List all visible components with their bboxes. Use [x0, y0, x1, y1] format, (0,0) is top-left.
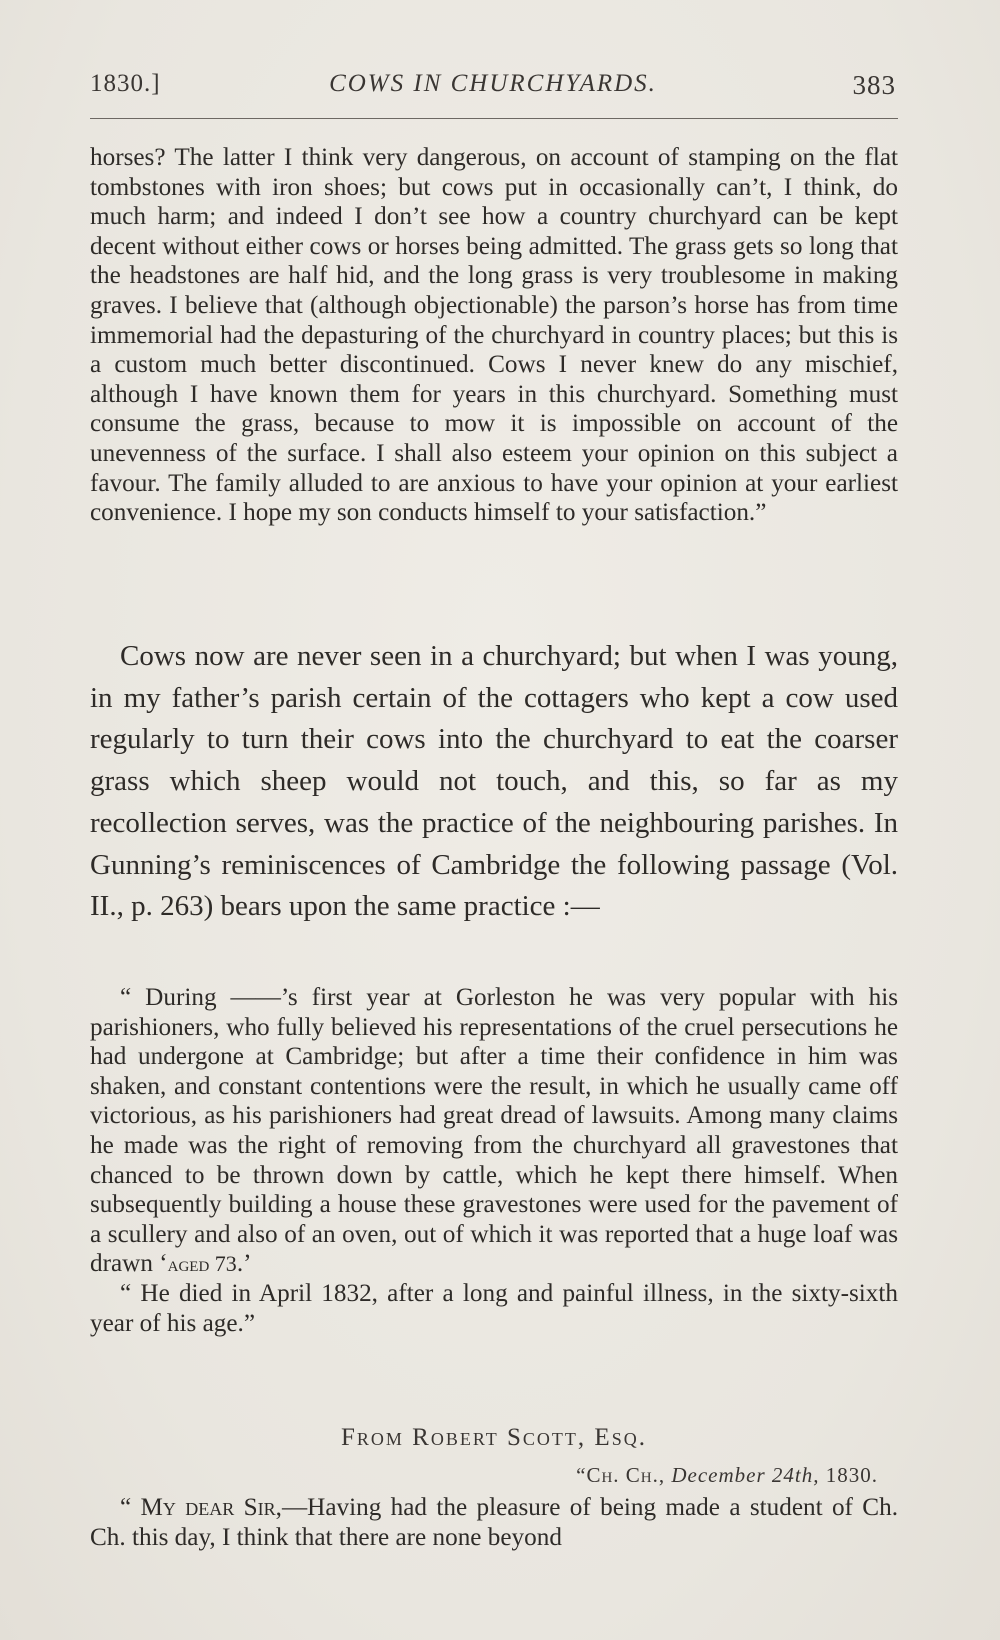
author-commentary [90, 636, 898, 928]
quotation-paragraph-1 [90, 983, 898, 1279]
quotation-aged: aged 73 [167, 1251, 237, 1277]
gunning-quotation [90, 983, 898, 1338]
letter-dateline [576, 1463, 878, 1488]
running-head [90, 66, 896, 102]
author-commentary-paragraph: Cows now are never seen in a churchyard; but when I was young, in my father’s parish certain of the cottagers who kept a cow used regularly to turn their cows into the churchyard to eat the coarser grass which sheep would not touch, and this, so far as my recollection serves, was the practice of the neighbouring parishes. In Gunning’s reminiscences of Cambridge the following passage (Vol. II., p. 263) bears upon the same practice :— [90, 640, 898, 923]
letter-continuation-paragraph: horses? The latter I think very dangerous, on account of stamping on the flat tombstones with iron shoes; but cows put in occasionally can’t, I think, do much harm; and indeed I don’t see how a country churchyard can be kept decent without either cows or horses being admitted. The grass gets so long that the headstones are half hid, and the long grass is very troublesome in making graves. I believe that (although objectionable) the parson’s horse has from time immemorial had the depasturing of the churchyard in country places; but this is a custom much better discontinued. Cows I never knew do any mischief, although I have known them for years in this churchyard. Something must consume the grass, because to mow it is impossible on account of the unevenness of the surface. I shall also esteem your opinion on this subject a favour. The family alluded to are anxious to have your opinion at your earliest convenience. I hope my son conducts himself to your satisfaction.” [90, 144, 898, 527]
running-head-title: COWS IN CHURCHYARDS. [329, 70, 657, 97]
letter-opening: —Having had the pleasure of being made a student of Ch. Ch. this day, I think that there are none beyond [90, 1494, 898, 1551]
running-head-year: 1830.] [90, 70, 161, 97]
quotation-paragraph-1-end: .’ [236, 1250, 252, 1278]
next-letter-paragraph [90, 1493, 898, 1552]
letter-heading: From Robert Scott, Esq. [341, 1424, 647, 1451]
quotation-paragraph-2: “ He died in April 1832, after a long and painful illness, in the sixty-sixth year of his age.” [90, 1279, 898, 1337]
quotation-paragraph-1-text: “ During ——’s first year at Gorleston he was very popular with his parishioners, who fully believed his representations of the cruel persecutions he had undergone at Cambridge; but after a time their confidence in him was shaken, and constant contentions were the result, in which he usually came off victorious, as his parishioners had great dread of lawsuits. Among many claims he made was the right of removing from the churchyard all gravestones that chanced to be thrown down by cattle, which he kept there himself. When subsequently building a house these gravestones were used for the pavement of a scullery and also of an oven, out of which it was reported that a huge loaf was drawn ‘ [90, 984, 898, 1278]
page-number: 383 [852, 70, 896, 100]
letter-salutation: “ My dear Sir, [120, 1494, 282, 1521]
header-rule [90, 118, 898, 119]
next-letter-body [90, 1493, 898, 1552]
dateline-date: December 24th, [671, 1463, 820, 1487]
letter-continuation [90, 143, 898, 528]
dateline-place: “Ch. Ch., [576, 1463, 666, 1487]
dateline-year: 1830. [825, 1463, 878, 1487]
